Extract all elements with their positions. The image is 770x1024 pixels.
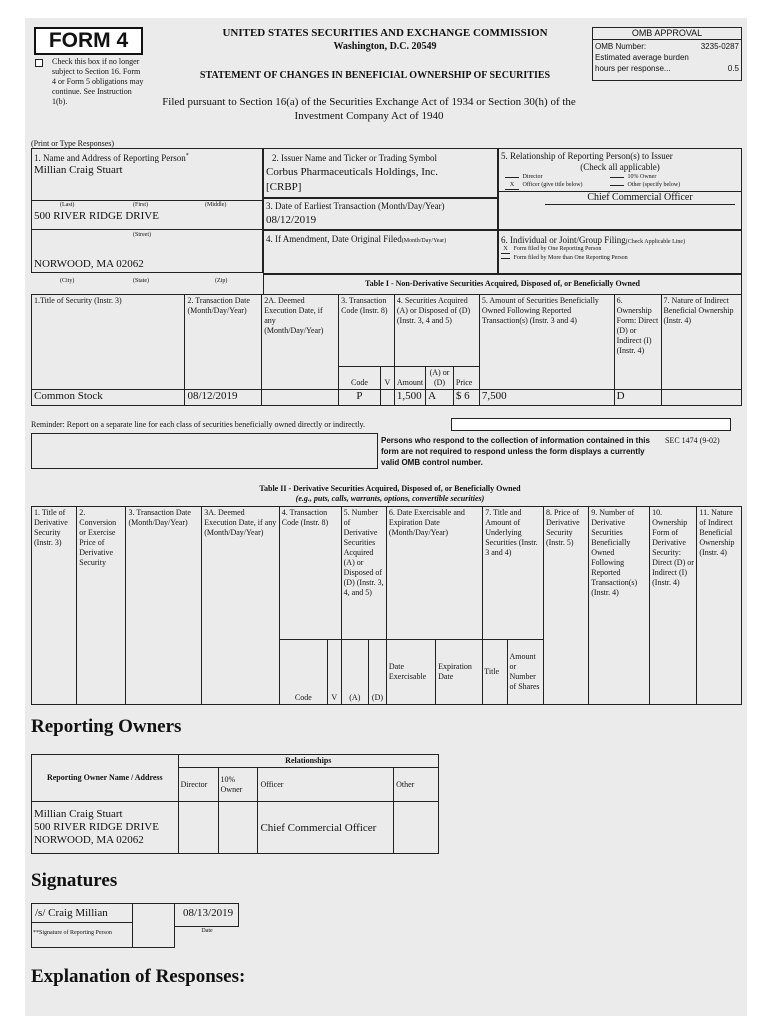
t1-h-aord-sub: (A) or (D)	[426, 367, 454, 390]
signature-date: 08/13/2019	[183, 907, 234, 919]
box4-sub: (Month/Day/Year)	[401, 238, 447, 244]
ro-other: Other	[394, 768, 439, 802]
reporting-owners-table	[31, 754, 439, 854]
reporting-owners-heading: Reporting Owners	[31, 716, 182, 737]
issuer-name: Corbus Pharmaceuticals Holdings, Inc.	[266, 166, 438, 178]
t2-h-owned: 9. Number of Derivative Securities Beneficially Owned Following Reported Transaction(s) (Instr. 4)	[589, 507, 650, 705]
ro-col-name: Reporting Owner Name / Address	[32, 755, 179, 802]
director-label: Director	[522, 174, 543, 180]
street-address: 500 RIVER RIDGE DRIVE	[34, 210, 159, 222]
label-street: (Street)	[133, 232, 151, 238]
t2-h-code-sub: Code	[279, 640, 327, 705]
t2-h-d-sub: (D)	[369, 640, 387, 705]
label-zip: (Zip)	[215, 278, 228, 284]
t2-h-title-sub: Title	[483, 640, 507, 705]
persons-blank-box	[31, 433, 378, 469]
signature-label: Signature of Reporting Person	[39, 930, 112, 936]
t1-price: $ 6	[453, 390, 479, 406]
t1-form: D	[614, 390, 661, 406]
t2-h-a-sub: (A)	[341, 640, 368, 705]
t2-h-exp-sub: Expiration Date	[436, 640, 483, 705]
ten-pct-checkbox[interactable]	[610, 177, 624, 178]
ten-pct-label: 10% Owner	[627, 174, 657, 180]
reporting-person-name: Millian Craig Stuart	[34, 164, 123, 176]
ro-owner-ten-pct	[218, 802, 258, 854]
box5-sub: (Check all applicable)	[580, 162, 660, 172]
t2-h-nature: 11. Nature of Indirect Beneficial Ownership (Instr. 4)	[697, 507, 742, 705]
box1-label: 1. Name and Address of Reporting Person	[34, 153, 186, 163]
t1-h-v-sub: V	[380, 367, 394, 390]
t2-h-title: 1. Title of Derivative Security (Instr. 3)	[32, 507, 77, 705]
t1-code: P	[339, 390, 381, 406]
t2-h-date: 3. Transaction Date (Month/Day/Year)	[126, 507, 202, 705]
omb-number-label: OMB Number:	[595, 42, 647, 51]
t1-h-date: 2. Transaction Date (Month/Day/Year)	[185, 295, 262, 390]
label-state: (State)	[133, 278, 149, 284]
t1-h-ownership: 6. Ownership Form: Direct (D) or Indirect (I) (Instr. 4)	[614, 295, 661, 390]
t1-v	[380, 390, 394, 406]
omb-hours-value: 0.5	[727, 64, 739, 73]
t2-h-conversion: 2. Conversion or Exercise Price of Derivative Security	[77, 507, 126, 705]
label-first: (First)	[133, 202, 148, 208]
ro-relationships: Relationships	[178, 755, 438, 768]
multi-person-checkbox[interactable]	[501, 258, 510, 259]
officer-label: Officer (give title below)	[522, 182, 583, 188]
multi-person-label: Form filed by More than One Reporting Person	[513, 255, 628, 261]
signature-value: /s/ Craig Millian	[35, 907, 108, 919]
omb-title: OMB APPROVAL	[593, 28, 741, 40]
t2-h-number: 5. Number of Derivative Securities Acquired (A) or Disposed of (D) (Instr. 3, 4, and 5)	[341, 507, 386, 640]
ro-director: Director	[178, 768, 218, 802]
omb-burden-label: Estimated average burden	[595, 53, 689, 62]
ro-owner-officer: Chief Commercial Officer	[258, 802, 394, 854]
t1-h-code-sub: Code	[339, 367, 381, 390]
ro-owner-city: NORWOOD, MA 02062	[34, 834, 144, 846]
t1-h-amount-sub: Amount	[394, 367, 425, 390]
t1-nature	[661, 390, 741, 406]
t1-h-price-sub: Price	[453, 367, 479, 390]
ro-owner-street: 500 RIVER RIDGE DRIVE	[34, 821, 159, 833]
explanation-heading: Explanation of Responses:	[31, 966, 246, 987]
sec-code: SEC 1474 (9-02)	[665, 436, 720, 445]
reminder-blank-box	[451, 418, 731, 431]
form-title-box	[34, 27, 143, 55]
t2-h-ownership: 10. Ownership Form of Derivative Security: Direct (D) or Indirect (I) (Instr. 4)	[650, 507, 697, 705]
print-note: (Print or Type Responses)	[31, 139, 115, 148]
t1-h-code: 3. Transaction Code (Instr. 8)	[339, 295, 395, 367]
t1-h-nature: 7. Nature of Indirect Beneficial Ownership (Instr. 4)	[661, 295, 741, 390]
t2-h-date-ex-sub: Date Exercisable	[386, 640, 435, 705]
director-checkbox[interactable]	[505, 177, 519, 178]
one-person-label: Form filed by One Reporting Person	[513, 246, 602, 252]
checkbox-label: Check this box if no longer subject to Section 16. Form 4 or Form 5 obligations may continue. See Instruction 1(b).	[52, 57, 144, 106]
no-longer-subject-checkbox[interactable]	[35, 59, 43, 67]
t2-h-code: 4. Transaction Code (Instr. 8)	[279, 507, 341, 640]
date-label: Date	[201, 928, 213, 934]
box3-label: 3. Date of Earliest Transaction (Month/Day/Year)	[266, 201, 445, 211]
t2-h-exercisable: 6. Date Exercisable and Expiration Date (Month/Day/Year)	[386, 507, 482, 640]
table1-title: Table I - Non-Derivative Securities Acquired, Disposed of, or Beneficially Owned	[365, 279, 640, 288]
table1-row	[32, 390, 742, 406]
ro-owner-other	[394, 802, 439, 854]
t1-transaction-date: 08/12/2019	[185, 390, 262, 406]
other-checkbox[interactable]	[610, 185, 624, 186]
signatures-heading: Signatures	[31, 870, 118, 891]
one-person-mark[interactable]: X	[501, 246, 510, 254]
t2-h-underlying: 7. Title and Amount of Underlying Securities (Instr. 3 and 4)	[483, 507, 544, 640]
box5-label: 5. Relationship of Reporting Person(s) to Issuer	[501, 151, 673, 161]
table2	[31, 506, 742, 705]
statement-title: STATEMENT OF CHANGES IN BENEFICIAL OWNERSHIP OF SECURITIES	[199, 70, 551, 81]
t2-h-v-sub: V	[327, 640, 341, 705]
t2-h-price: 8. Price of Derivative Security (Instr. 5)	[543, 507, 588, 705]
officer-title: Chief Commercial Officer	[587, 192, 693, 203]
earliest-transaction-date: 08/12/2019	[266, 214, 317, 226]
box6-sub: (Check Applicable Line)	[625, 239, 686, 245]
form4-page	[25, 18, 747, 1016]
table2-title: Table II - Derivative Securities Acquired, Disposed of, or Beneficially Owned	[259, 484, 521, 493]
form-title: FORM 4	[48, 29, 129, 52]
t1-h-title: 1.Title of Security (Instr. 3)	[32, 295, 185, 390]
ro-owner-name: Millian Craig Stuart	[34, 808, 123, 820]
filed-pursuant: Filed pursuant to Section 16(a) of the Securities Exchange Act of 1934 or Section 30(h) of the Investment Company Act of 1940	[162, 96, 576, 122]
table1	[31, 294, 742, 406]
omb-number-value: 3235-0287	[700, 42, 739, 51]
box4-label: 4. If Amendment, Date Original Filed	[266, 234, 402, 244]
t1-h-amount-owned: 5. Amount of Securities Beneficially Owned Following Reported Transaction(s) (Instr. 3 and 4)	[479, 295, 614, 390]
agency-name: UNITED STATES SECURITIES AND EXCHANGE COMMISSION	[222, 27, 548, 39]
t1-security-title: Common Stock	[32, 390, 185, 406]
ro-ten-pct: 10% Owner	[218, 768, 258, 802]
t1-deemed-date	[262, 390, 339, 406]
label-city: (City)	[60, 278, 75, 284]
officer-checkbox-mark[interactable]: X	[505, 182, 519, 190]
omb-approval-box	[592, 27, 742, 81]
other-label: Other (specify below)	[627, 182, 681, 188]
t2-h-amount-sub: Amount or Number of Shares	[507, 640, 543, 705]
t1-h-deemed: 2A. Deemed Execution Date, if any (Month/Day/Year)	[262, 295, 339, 390]
box2-label: 2. Issuer Name and Ticker or Trading Symbol	[272, 153, 437, 163]
table2-subtitle: (e.g., puts, calls, warrants, options, convertible securities)	[295, 494, 485, 503]
t1-h-securities: 4. Securities Acquired (A) or Disposed of (D) (Instr. 3, 4 and 5)	[394, 295, 479, 367]
ro-officer: Officer	[258, 768, 394, 802]
issuer-ticker: [CRBP]	[266, 181, 302, 193]
reporting-owner-row	[32, 802, 439, 854]
label-last: (Last)	[60, 202, 75, 208]
box6-label: 6. Individual or Joint/Group Filing	[501, 235, 626, 245]
omb-hours-label: hours per response...	[595, 64, 671, 73]
t1-amount: 1,500	[394, 390, 425, 406]
t1-aord: A	[426, 390, 454, 406]
city-state-zip: NORWOOD, MA 02062	[34, 258, 144, 270]
agency-city: Washington, D.C. 20549	[333, 41, 437, 52]
persons-note: Persons who respond to the collection of information contained in this form are not required to respond unless the form displays a currently valid OMB control number.	[381, 436, 650, 467]
t1-owned: 7,500	[479, 390, 614, 406]
signature-mark: **	[33, 930, 39, 936]
label-middle: (Middle)	[205, 202, 227, 208]
reminder-text: Reminder: Report on a separate line for each class of securities beneficially owned directly or indirectly.	[31, 420, 366, 429]
t2-h-deemed: 3A. Deemed Execution Date, if any (Month/Day/Year)	[202, 507, 280, 705]
box1-footnote: *	[185, 153, 189, 159]
ro-owner-director	[178, 802, 218, 854]
